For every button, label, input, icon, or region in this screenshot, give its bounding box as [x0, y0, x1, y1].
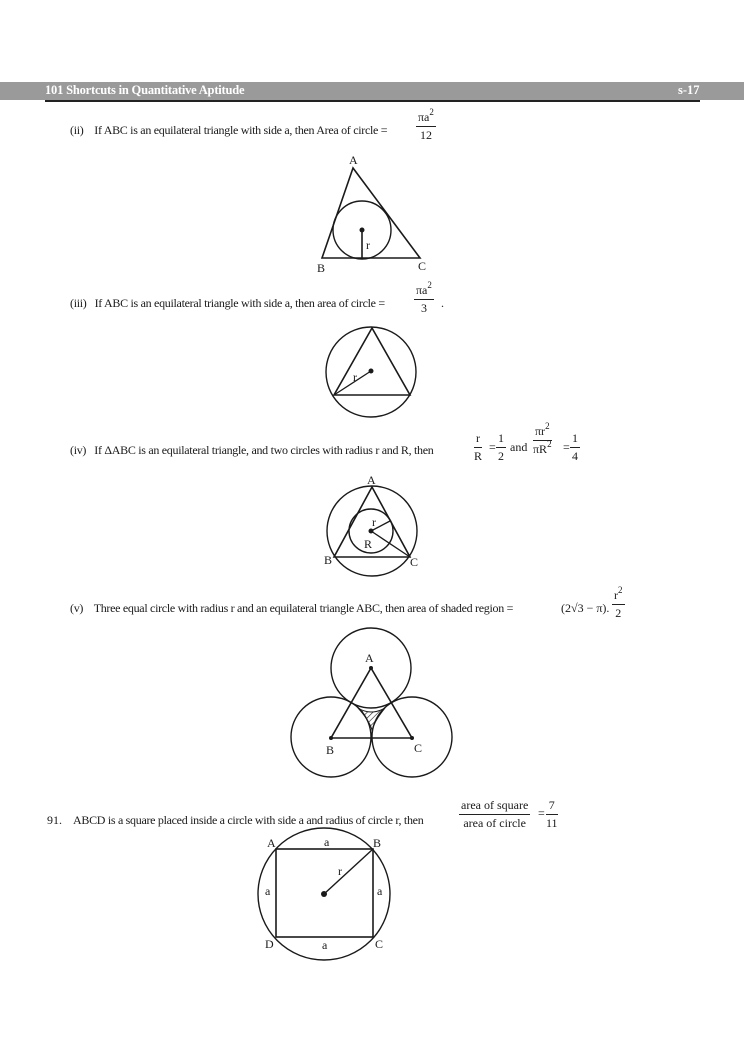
svg-text:r: r [338, 864, 342, 878]
formula-iii: $\frac{\pi a^2}{3}$ [416, 280, 432, 315]
item-text: Three equal circle with radius r and an equilateral triangle ABC, then area of shaded region = [93, 601, 514, 615]
question-formula: area of square area of circle [461, 798, 529, 830]
item-iii [70, 296, 385, 311]
svg-text:B: B [317, 261, 326, 275]
item-iv [70, 443, 433, 458]
question-number: 91. [47, 813, 62, 827]
svg-text:a: a [324, 835, 330, 849]
item-text: If ABC is an equilateral triangle with side a, then area of circle = [94, 296, 385, 310]
question-text: ABCD is a square placed inside a circle with side a and radius of circle r, then [73, 813, 424, 827]
item-marker: (iii) [70, 296, 87, 310]
svg-text:A: A [367, 473, 376, 487]
figure-three-circles [285, 630, 465, 780]
svg-text:a: a [265, 884, 271, 898]
svg-text:r: r [353, 370, 357, 384]
header-rule [45, 100, 700, 102]
svg-text:D: D [265, 937, 274, 951]
question-formula-rhs: $\frac{7}{11}$ [546, 798, 558, 830]
item-text: If ABC is an equilateral triangle with side a, then Area of circle = [94, 123, 388, 137]
page-number: s-17 [678, 83, 700, 97]
formula-iv-area: $\frac{\pi r^2}{\pi R^2}$ [533, 421, 552, 456]
svg-text:R: R [364, 537, 373, 551]
svg-text:r: r [366, 238, 370, 252]
svg-text:C: C [414, 741, 423, 755]
item-marker: (ii) [70, 123, 84, 137]
svg-text:B: B [373, 836, 382, 850]
item-ii [70, 123, 387, 138]
figure-square-in-circle [250, 825, 400, 965]
formula-v: $\frac{r^2}{2}$ [614, 585, 623, 620]
svg-text:A: A [267, 836, 276, 850]
svg-text:r: r [372, 515, 376, 529]
formula-v-prefix: (2√3 − π). [561, 601, 610, 615]
svg-text:C: C [375, 937, 384, 951]
formula-ii: $\frac{\pi a^2}{12}$ [418, 107, 434, 142]
svg-text:C: C [410, 555, 419, 569]
svg-text:B: B [324, 553, 333, 567]
svg-text:A: A [365, 651, 374, 665]
svg-text:C: C [418, 259, 427, 273]
figure-two-circles [310, 470, 440, 585]
figure-incircle [300, 150, 450, 275]
formula-iv-ratio: $\frac{r}{R}$ [474, 431, 483, 463]
svg-text:a: a [322, 938, 328, 952]
item-marker: (iv) [70, 443, 87, 457]
formula-iv-ratio-rhs: $\frac{1}{2}$ [498, 431, 504, 463]
figure-circumcircle [310, 320, 430, 425]
svg-text:a: a [377, 884, 383, 898]
item-v [70, 601, 513, 616]
item-text: If ΔABC is an equilateral triangle, and two circles with radius r and R, then [94, 443, 434, 457]
book-title: 101 Shortcuts in Quantitative Aptitude [45, 83, 245, 97]
formula-iv-area-rhs: $\frac{1}{4}$ [572, 431, 578, 463]
svg-text:B: B [326, 743, 335, 757]
svg-text:A: A [349, 153, 358, 167]
item-marker: (v) [70, 601, 84, 615]
